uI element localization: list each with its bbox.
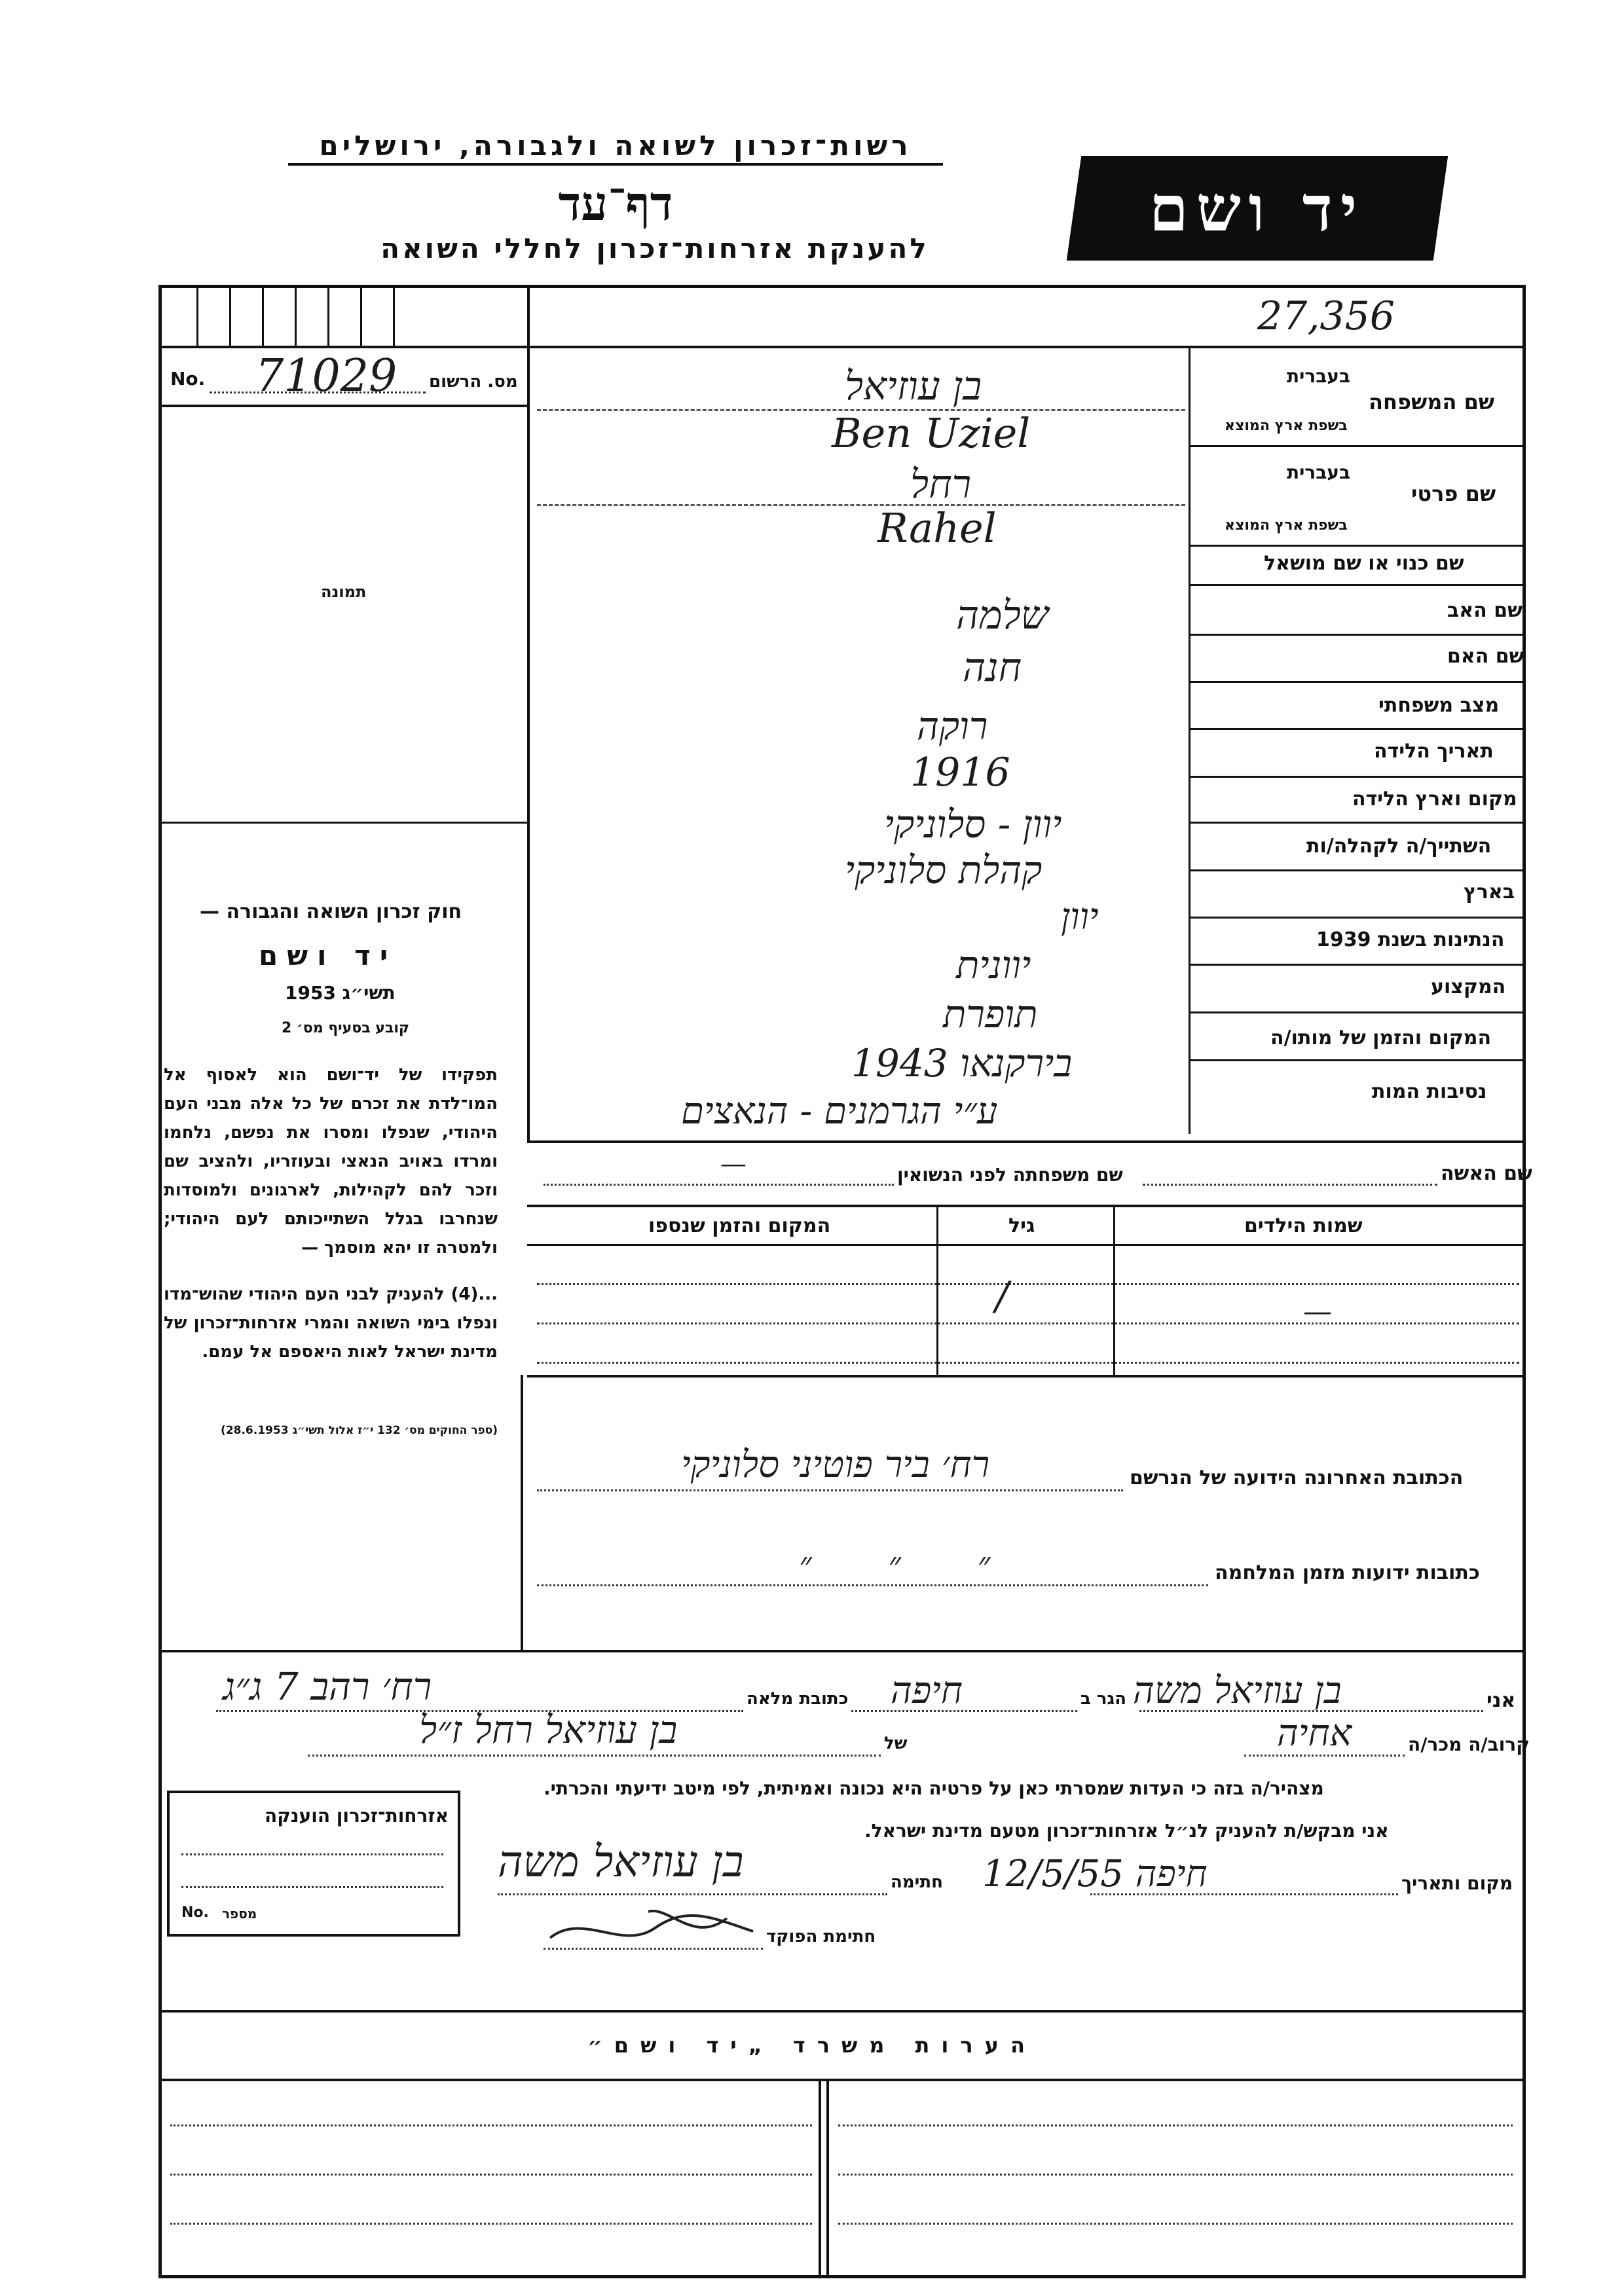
last-address-label: הכתובת האחרונה הידועה של הנרשם bbox=[1130, 1467, 1464, 1489]
place-date-value: חיפה 12/5/55 bbox=[982, 1853, 1208, 1895]
declarant-resides-label: הגר ב bbox=[1080, 1689, 1127, 1709]
declarant-of-value: בן עוזיאל רחל ז״ל bbox=[419, 1707, 678, 1752]
community-value: קהלת סלוניקי bbox=[845, 848, 1043, 892]
first-name-label: שם פרטי bbox=[1411, 481, 1496, 506]
marital-status-value: רוקה bbox=[917, 704, 988, 748]
yad-vashem-logo bbox=[1067, 156, 1448, 261]
declaration-line: מצהיר/ה בזה כי העדות שמסרתי כאן על פרטיה היא נכונה ואמיתית, לפי מיטב ידיעתי והכרתי. bbox=[544, 1777, 1324, 1799]
children-place-header: המקום והזמן שנספו bbox=[648, 1214, 831, 1237]
citizenship-value: יוונית bbox=[956, 943, 1031, 987]
declarant-name-value: בן עוזיאל משה bbox=[1133, 1669, 1342, 1712]
place-date-label: מקום ותאריך bbox=[1401, 1872, 1513, 1894]
declarant-i-label: אני bbox=[1486, 1689, 1516, 1712]
country-label: בארץ bbox=[1464, 881, 1515, 903]
declarant-address-value: רח׳ רהב 7 ג״ג bbox=[223, 1664, 432, 1709]
marital-status-label: מצב משפחתי bbox=[1378, 694, 1500, 717]
declarant-relation-label: קרוב/ה מכר/ה bbox=[1408, 1734, 1530, 1755]
declarant-relation-value: אחיה bbox=[1277, 1712, 1352, 1755]
notes-title: הערות משרד „יד ושם״ bbox=[587, 2033, 1037, 2058]
stamp-box-title: אזרחות־זכרון הוענקה bbox=[265, 1805, 449, 1827]
reference-number: 27,356 bbox=[1257, 293, 1395, 339]
form-title: דף־עד bbox=[558, 175, 673, 231]
logo-text: יד ושם bbox=[1149, 171, 1365, 246]
father-value: שלמה bbox=[956, 592, 1049, 638]
law-name: יד ושם bbox=[259, 939, 397, 972]
last-address-value: רח׳ ביר פוטיני סלוניקי bbox=[681, 1444, 990, 1486]
registration-label: מס. הרשום bbox=[429, 372, 518, 392]
family-name-latin-value: Ben Uziel bbox=[832, 409, 1031, 457]
country-value: יוון bbox=[1061, 896, 1099, 938]
first-hebrew-label: בעברית bbox=[1287, 462, 1351, 483]
children-mark-age: / bbox=[995, 1273, 1009, 1319]
war-address-value: ״ ״ ״ bbox=[799, 1545, 1024, 1584]
birth-place-value: יוון - סלוניקי bbox=[884, 802, 1062, 847]
family-origin-label: בשפת ארץ המוצא bbox=[1225, 418, 1348, 434]
children-mark-name: — bbox=[1303, 1295, 1332, 1328]
registration-prefix: No. bbox=[170, 368, 206, 390]
first-origin-label: בשפת ארץ המוצא bbox=[1225, 517, 1348, 534]
profession-label: המקצוע bbox=[1431, 975, 1506, 998]
death-label: המקום והזמן של מותו/ה bbox=[1270, 1027, 1492, 1049]
children-names-header: שמות הילדים bbox=[1244, 1214, 1363, 1237]
wife-label: שם האשה bbox=[1441, 1162, 1532, 1185]
registration-number: 71029 bbox=[255, 350, 397, 402]
photo-label: תמונה bbox=[321, 583, 367, 601]
official-signature-scribble bbox=[544, 1899, 760, 1958]
signature-label: חתימה bbox=[891, 1872, 943, 1892]
declarant-of-label: של bbox=[884, 1734, 908, 1753]
family-name-label: שם המשפחה bbox=[1369, 390, 1495, 414]
children-age-header: גיל bbox=[1008, 1214, 1035, 1237]
maiden-name-value: — bbox=[720, 1149, 747, 1179]
law-clause: קובע בסעיף מס׳ 2 bbox=[282, 1020, 410, 1036]
request-line: אני מבקש/ת להעניק לנ״ל אזרחות־זכרון מטעם מדינת ישראל. bbox=[864, 1820, 1389, 1842]
memorial-citizenship-box bbox=[167, 1791, 460, 1937]
law-title: חוק זכרון השואה והגבורה — bbox=[200, 900, 462, 923]
war-address-label: כתובות ידועות מזמן המלחמה bbox=[1215, 1561, 1480, 1584]
nickname-label: שם כנוי או שם מושאל bbox=[1264, 552, 1464, 575]
frame-bottom bbox=[158, 2275, 1526, 2278]
law-year: תשי״ג 1953 bbox=[285, 982, 396, 1004]
profession-value: תופרת bbox=[943, 992, 1038, 1036]
declarant-address-label: כתובת מלאה bbox=[747, 1689, 849, 1709]
declarant-signature: בן עוזיאל משה bbox=[498, 1836, 744, 1887]
first-name-hebrew-value: רחל bbox=[910, 462, 972, 507]
death-value: בירקנאו 1943 bbox=[851, 1041, 1073, 1085]
law-paragraph-1: תפקידו של יד־ושם הוא לאסוף אל המו־לדת את זכרם של כל אלה מבני העם היהודי, שנפלו ומסרו את נפשם, נלחמו ומרדו באויב הנאצי ובעוזריו, ולהציב שם וזכר להם לקהילות, לארגונים ולמוסדות שנחרבו בגלל השתייכותם לעם היהודי; ולמטרה זו יהא מוסמך — bbox=[164, 1065, 498, 1258]
label-column-divider bbox=[1189, 348, 1190, 1134]
stamp-number-prefix: No. bbox=[181, 1904, 209, 1921]
form-subtitle: להענקת אזרחות־זכרון לחללי השואה bbox=[380, 232, 929, 264]
citizenship-label: הנתינות בשנת 1939 bbox=[1316, 928, 1505, 951]
mother-label: שם האם bbox=[1447, 645, 1524, 668]
birth-date-value: 1916 bbox=[910, 750, 1010, 795]
authority-line: רשות־זכרון לשואה ולגבורה, ירושלים bbox=[288, 130, 943, 166]
left-column-divider bbox=[527, 285, 530, 1142]
frame-top bbox=[158, 285, 1526, 288]
first-name-latin-value: Rahel bbox=[877, 504, 997, 552]
official-signature-label: חתימת הפוקד bbox=[766, 1927, 876, 1946]
family-hebrew-label: בעברית bbox=[1287, 365, 1351, 387]
father-label: שם האב bbox=[1447, 599, 1522, 622]
death-circumstances-label: נסיבות המות bbox=[1372, 1080, 1487, 1103]
community-label: השתייך/ה לקהלה/ות bbox=[1306, 835, 1492, 858]
maiden-name-label: שם משפחתה לפני הנשואין bbox=[897, 1164, 1123, 1186]
birth-place-label: מקום וארץ הלידה bbox=[1352, 788, 1517, 811]
law-reference: (ספר החוקים מס׳ 132 י״ז אלול תשי״ג 28.6.1953) bbox=[221, 1424, 498, 1437]
family-name-hebrew-value: בן עוזיאל bbox=[845, 363, 982, 409]
birth-date-label: תאריך הלידה bbox=[1374, 740, 1494, 763]
frame-left bbox=[158, 285, 162, 2278]
mother-value: חנה bbox=[963, 645, 1022, 691]
stamp-number-label: מספר bbox=[222, 1906, 257, 1922]
law-paragraph-2: ...(4) להעניק לבני העם היהודי שהוש־מדו ונפלו בימי השואה והמרי אזרחות־זכרון של מדינת ישראל לאות היאספם אל עמם. bbox=[164, 1285, 498, 1362]
declarant-city-value: חיפה bbox=[891, 1669, 963, 1712]
death-circumstances-value: ע״י הגרמנים - הנאצים bbox=[681, 1090, 998, 1133]
